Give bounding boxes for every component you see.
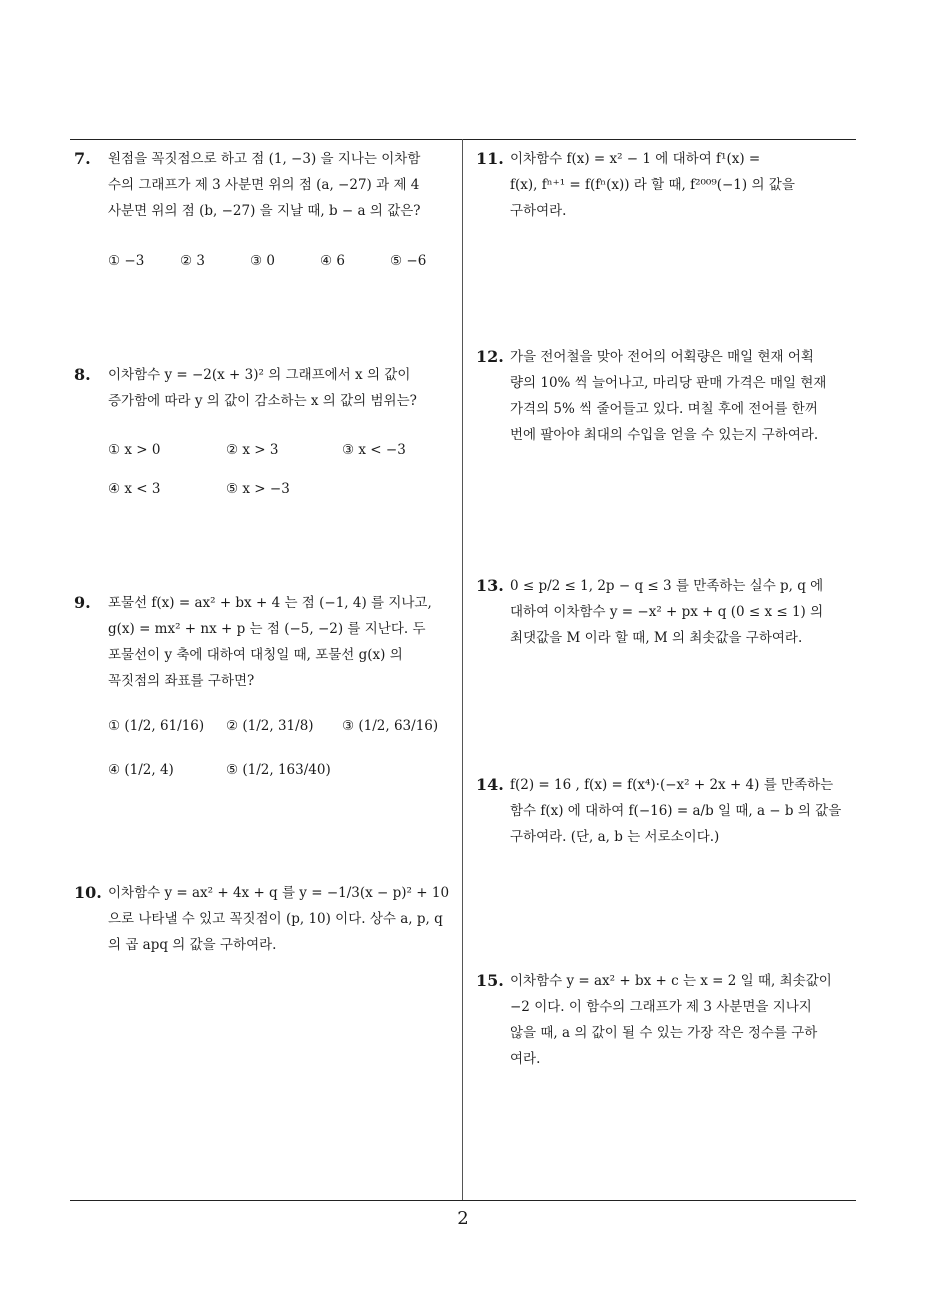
problem-line: 이차함수 y = ax² + bx + c 는 x = 2 일 때, 최솟값이 <box>510 973 832 989</box>
choice-1: ① −3 <box>108 253 145 269</box>
choice-2: ② 3 <box>180 253 205 269</box>
problem-number: 7. <box>74 149 91 168</box>
problem-line: 0 ≤ p/2 ≤ 1, 2p − q ≤ 3 를 만족하는 실수 p, q 에 <box>510 578 824 594</box>
choice-3: ③ 0 <box>250 253 275 269</box>
choice-3: ③ (1/2, 63/16) <box>342 718 439 734</box>
problem-text <box>510 146 795 224</box>
problem-number: 15. <box>476 971 504 990</box>
problem-9 <box>74 590 432 694</box>
problem-number: 11. <box>476 149 504 168</box>
problem-number: 12. <box>476 347 504 366</box>
problem-line: g(x) = mx² + nx + p 는 점 (−5, −2) 를 지난다. 두 <box>108 621 426 637</box>
problem-15 <box>476 968 832 1072</box>
problem-text <box>108 880 449 958</box>
choice-5: ⑤ (1/2, 163/40) <box>226 762 331 778</box>
problem-line: f(x), fⁿ⁺¹ = f(fⁿ(x)) 라 할 때, f²⁰⁰⁹(−1) 의 값을 <box>510 177 795 193</box>
problem-number: 9. <box>74 593 91 612</box>
choice-2: ② x > 3 <box>226 442 279 458</box>
problem-line: f(2) = 16 , f(x) = f(x⁴)·(−x² + 2x + 4) 를 만족하는 <box>510 777 834 793</box>
choice-1: ① (1/2, 61/16) <box>108 718 205 734</box>
problem-13 <box>476 573 823 651</box>
problem-number: 14. <box>476 775 504 794</box>
problem-line: 의 곱 apq 의 값을 구하여라. <box>108 937 277 953</box>
problem-line: 꼭짓점의 좌표를 구하면? <box>108 673 255 689</box>
column-divider <box>462 139 463 1200</box>
problem-line: 가을 전어철을 맞아 전어의 어획량은 매일 현재 어획 <box>510 349 814 365</box>
problem-text <box>510 968 832 1072</box>
problem-text <box>108 146 421 224</box>
problem-line: 량의 10% 씩 늘어나고, 마리당 판매 가격은 매일 현재 <box>510 375 827 391</box>
problem-line: 대하여 이차함수 y = −x² + px + q (0 ≤ x ≤ 1) 의 <box>510 604 824 620</box>
problem-line: 번에 팔아야 최대의 수입을 얻을 수 있는지 구하여라. <box>510 427 819 443</box>
problem-line: 으로 나타낼 수 있고 꼭짓점이 (p, 10) 이다. 상수 a, p, q <box>108 911 443 927</box>
choice-2: ② (1/2, 31/8) <box>226 718 314 734</box>
bottom-rule <box>70 1200 856 1201</box>
problem-line: 않을 때, a 의 값이 될 수 있는 가장 작은 정수를 구하 <box>510 1025 818 1041</box>
choice-4: ④ 6 <box>320 253 345 269</box>
problem-line: 함수 f(x) 에 대하여 f(−16) = a/b 일 때, a − b 의 값을 <box>510 803 842 819</box>
problem-line: 원점을 꼭짓점으로 하고 점 (1, −3) 을 지나는 이차함 <box>108 151 421 167</box>
problem-text <box>510 772 841 850</box>
problem-number: 8. <box>74 365 91 384</box>
problem-line: 구하여라. <box>510 203 567 219</box>
problem-line: 최댓값을 M 이라 할 때, M 의 최솟값을 구하여라. <box>510 630 803 646</box>
choice-4: ④ (1/2, 4) <box>108 762 174 778</box>
top-rule <box>70 139 856 140</box>
problem-line: 증가함에 따라 y 의 값이 감소하는 x 의 값의 범위는? <box>108 393 417 409</box>
problem-text <box>108 590 432 694</box>
choice-1: ① x > 0 <box>108 442 161 458</box>
problem-line: −2 이다. 이 함수의 그래프가 제 3 사분면을 지나지 <box>510 999 812 1015</box>
problem-number: 10. <box>74 883 102 902</box>
problem-line: 이차함수 y = ax² + 4x + q 를 y = −1/3(x − p)² + 10 <box>108 885 450 901</box>
choice-3: ③ x < −3 <box>342 442 406 458</box>
problem-line: 포물선이 y 축에 대하여 대칭일 때, 포물선 g(x) 의 <box>108 647 403 663</box>
problem-14 <box>476 772 841 850</box>
problem-line: 여라. <box>510 1051 541 1067</box>
problem-7 <box>74 146 421 224</box>
problem-8 <box>74 362 417 414</box>
problem-line: 사분면 위의 점 (b, −27) 을 지날 때, b − a 의 값은? <box>108 203 421 219</box>
problem-line: 수의 그래프가 제 3 사분면 위의 점 (a, −27) 과 제 4 <box>108 177 420 193</box>
choice-4: ④ x < 3 <box>108 481 161 497</box>
problem-11 <box>476 146 795 224</box>
problem-text <box>510 344 826 448</box>
problem-text <box>510 573 823 651</box>
choice-5: ⑤ x > −3 <box>226 481 290 497</box>
choice-5: ⑤ −6 <box>390 253 427 269</box>
problem-10 <box>74 880 449 958</box>
problem-line: 이차함수 y = −2(x + 3)² 의 그래프에서 x 의 값이 <box>108 367 411 383</box>
problem-line: 구하여라. (단, a, b 는 서로소이다.) <box>510 829 720 845</box>
problem-number: 13. <box>476 576 504 595</box>
problem-line: 이차함수 f(x) = x² − 1 에 대하여 f¹(x) = <box>510 151 761 167</box>
problem-line: 가격의 5% 씩 줄어들고 있다. 며칠 후에 전어를 한꺼 <box>510 401 818 417</box>
problem-12 <box>476 344 826 448</box>
problem-line: 포물선 f(x) = ax² + bx + 4 는 점 (−1, 4) 를 지나고, <box>108 595 432 611</box>
page-number: 2 <box>457 1208 469 1229</box>
problem-text <box>108 362 417 414</box>
